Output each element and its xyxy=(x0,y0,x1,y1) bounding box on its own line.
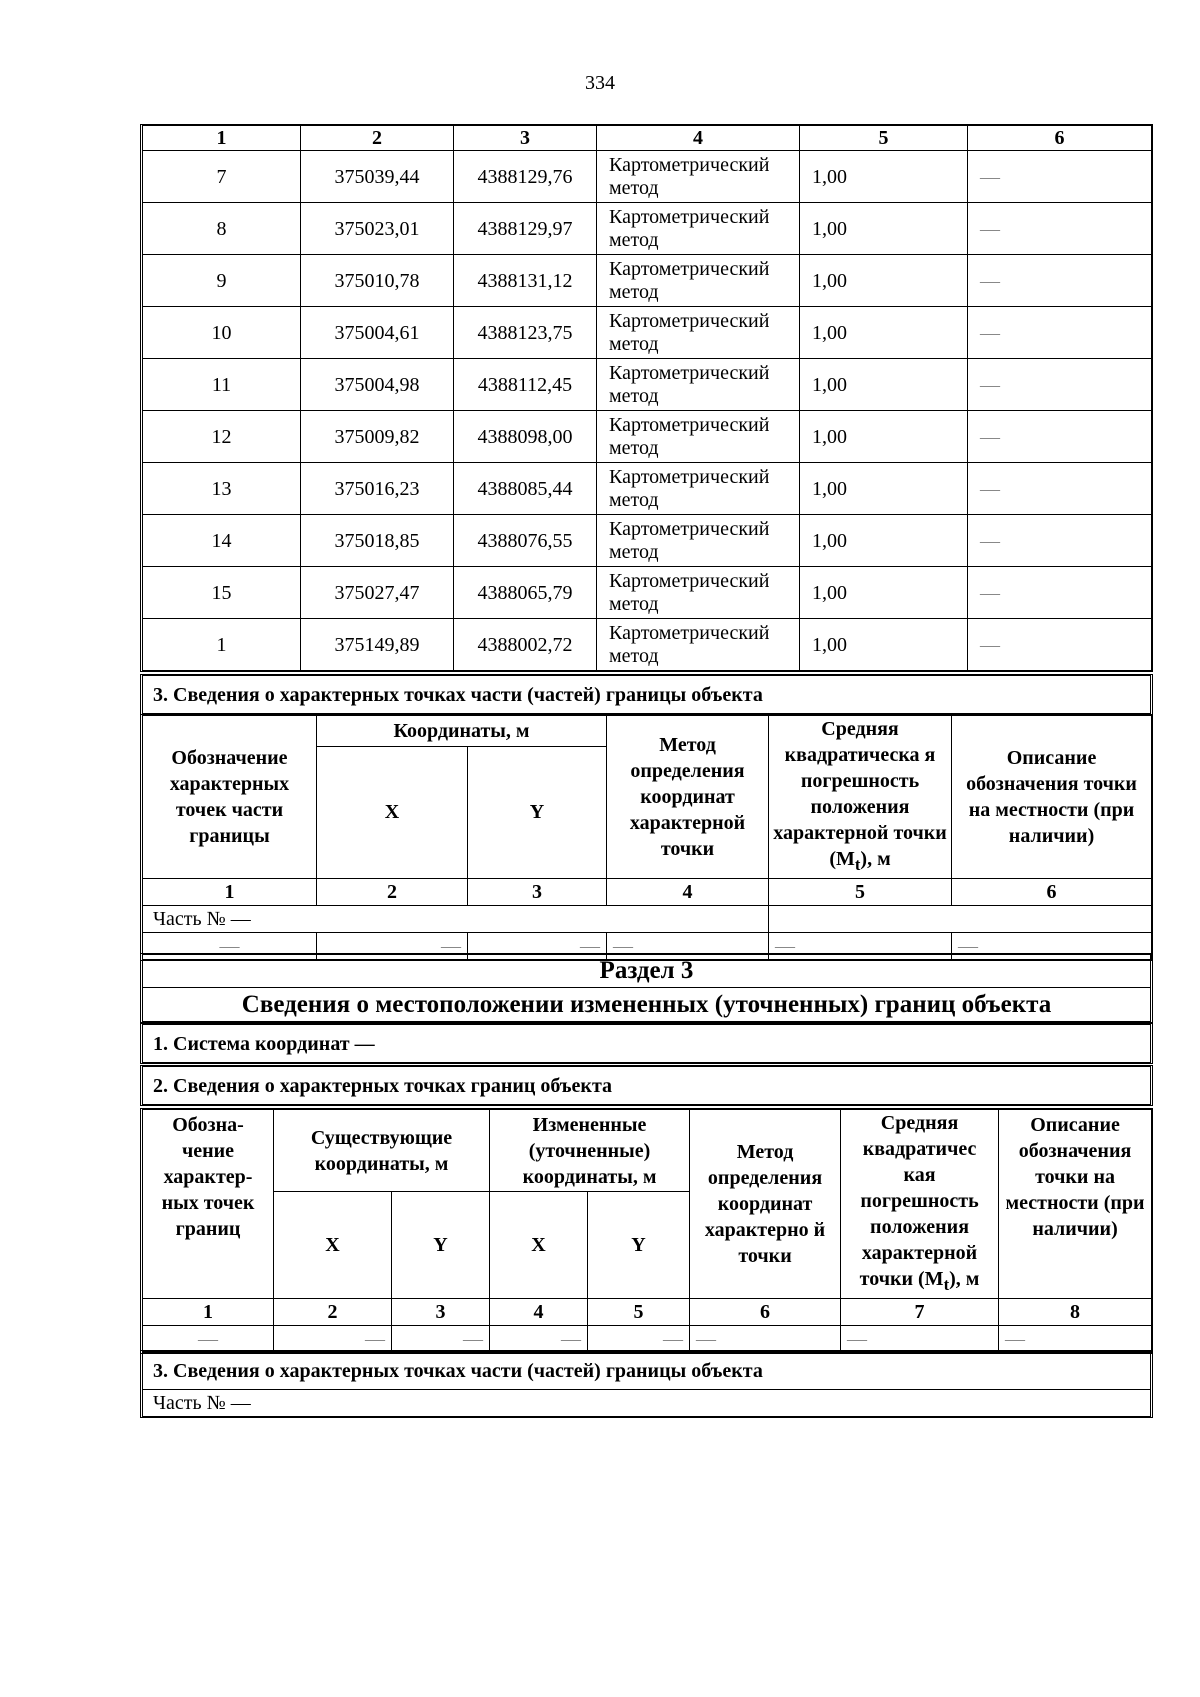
header-designation: Обозначение характерных точек части границы xyxy=(143,716,317,879)
description-cell: — xyxy=(968,515,1152,567)
col-number: 5 xyxy=(769,879,952,906)
col-number: 1 xyxy=(143,879,317,906)
coord-y: 4388129,97 xyxy=(454,203,597,255)
method-cell: Картометрический метод xyxy=(597,515,800,567)
point-number: 7 xyxy=(143,151,301,203)
table-row xyxy=(143,619,1152,671)
table-row xyxy=(143,151,1152,203)
col-number: 2 xyxy=(317,879,468,906)
method-cell: Картометрический метод xyxy=(597,359,800,411)
header-coordinates: Координаты, м xyxy=(317,716,607,747)
coord-x: 375004,61 xyxy=(301,307,454,359)
method-cell: Картометрический метод xyxy=(597,151,800,203)
coord-y: 4388076,55 xyxy=(454,515,597,567)
header-description: Описание обозначения точки на местности (при наличии) xyxy=(999,1110,1152,1299)
col-number: 4 xyxy=(597,126,800,151)
method-cell: Картометрический метод xyxy=(597,411,800,463)
col-number: 2 xyxy=(274,1299,392,1326)
point-number: 9 xyxy=(143,255,301,307)
empty-cell: — xyxy=(468,933,607,960)
coord-x: 375039,44 xyxy=(301,151,454,203)
col-number: 8 xyxy=(999,1299,1152,1326)
accuracy-cell: 1,00 xyxy=(800,411,968,463)
section3-points-title: 2. Сведения о характерных точках границ объекта xyxy=(143,1067,1151,1105)
accuracy-cell: 1,00 xyxy=(800,359,968,411)
point-number: 1 xyxy=(143,619,301,671)
empty-cell: — xyxy=(999,1326,1152,1353)
coord-x: 375027,47 xyxy=(301,567,454,619)
description-cell: — xyxy=(968,307,1152,359)
coord-system-box xyxy=(140,1023,1153,1064)
accuracy-cell: 1,00 xyxy=(800,203,968,255)
header-x: X xyxy=(317,746,468,878)
section3-part-label: Часть № — xyxy=(143,1390,1151,1417)
column-number-row xyxy=(143,879,1152,906)
col-number: 7 xyxy=(841,1299,999,1326)
empty-cell: — xyxy=(607,933,769,960)
accuracy-cell: 1,00 xyxy=(800,307,968,359)
col-number: 5 xyxy=(800,126,968,151)
col-number: 3 xyxy=(454,126,597,151)
description-cell: — xyxy=(968,255,1152,307)
description-cell: — xyxy=(968,567,1152,619)
empty-cell: — xyxy=(952,933,1152,960)
col-number: 3 xyxy=(392,1299,490,1326)
part-label: Часть № — xyxy=(143,906,769,933)
point-number: 11 xyxy=(143,359,301,411)
col-number: 5 xyxy=(588,1299,690,1326)
accuracy-cell: 1,00 xyxy=(800,567,968,619)
part-points-title-box xyxy=(140,674,1153,715)
table-row xyxy=(143,567,1152,619)
coord-y: 4388123,75 xyxy=(454,307,597,359)
coord-y: 4388129,76 xyxy=(454,151,597,203)
coord-x: 375016,23 xyxy=(301,463,454,515)
point-number: 10 xyxy=(143,307,301,359)
method-cell: Картометрический метод xyxy=(597,463,800,515)
coord-x: 375010,78 xyxy=(301,255,454,307)
accuracy-cell: 1,00 xyxy=(800,151,968,203)
header-designation: Обозна- чение характер- ных точек границ xyxy=(143,1110,274,1299)
coord-x: 375023,01 xyxy=(301,203,454,255)
table-row xyxy=(143,359,1152,411)
col-number: 2 xyxy=(301,126,454,151)
header-changed-coords: Измененные (уточненные) координаты, м xyxy=(490,1110,690,1192)
accuracy-cell: 1,00 xyxy=(800,619,968,671)
section3-heading-box xyxy=(140,953,1153,1023)
method-cell: Картометрический метод xyxy=(597,203,800,255)
point-number: 15 xyxy=(143,567,301,619)
section3-points-title-box xyxy=(140,1065,1153,1106)
empty-cell: — xyxy=(769,933,952,960)
coord-y: 4388112,45 xyxy=(454,359,597,411)
description-cell: — xyxy=(968,619,1152,671)
coord-x: 375004,98 xyxy=(301,359,454,411)
header-accuracy xyxy=(841,1110,999,1299)
coord-system-label: 1. Система координат — xyxy=(143,1025,1151,1063)
table-row xyxy=(143,515,1152,567)
coord-y: 4388098,00 xyxy=(454,411,597,463)
coord-y: 4388002,72 xyxy=(454,619,597,671)
header-x: X xyxy=(274,1192,392,1299)
coord-y: 4388065,79 xyxy=(454,567,597,619)
header-y: Y xyxy=(588,1192,690,1299)
header-accuracy xyxy=(769,716,952,879)
column-number-row xyxy=(143,126,1152,151)
header-y: Y xyxy=(392,1192,490,1299)
boundary-points-table xyxy=(140,124,1153,672)
col-number: 1 xyxy=(143,1299,274,1326)
col-number: 6 xyxy=(968,126,1152,151)
method-cell: Картометрический метод xyxy=(597,619,800,671)
empty-cell: — xyxy=(143,933,317,960)
empty-cell: — xyxy=(841,1326,999,1353)
column-number-row xyxy=(143,1299,1152,1326)
method-cell: Картометрический метод xyxy=(597,567,800,619)
point-number: 13 xyxy=(143,463,301,515)
table-row xyxy=(143,411,1152,463)
col-number: 3 xyxy=(468,879,607,906)
point-number: 14 xyxy=(143,515,301,567)
section-title: Раздел 3 xyxy=(143,955,1151,988)
section3-part-title: 3. Сведения о характерных точках части (частей) границы объекта xyxy=(143,1352,1151,1390)
table-row xyxy=(143,463,1152,515)
table-row xyxy=(143,203,1152,255)
accuracy-subscript: t xyxy=(854,855,861,874)
section3-points-table xyxy=(140,1108,1153,1354)
col-number: 4 xyxy=(490,1299,588,1326)
method-cell: Картометрический метод xyxy=(597,307,800,359)
accuracy-cell: 1,00 xyxy=(800,515,968,567)
accuracy-label: Средняя квадратическа я погрешность положения характерной точки (M xyxy=(773,718,947,870)
accuracy-label: Средняя квадратичес кая погрешность положения характерной точки (M xyxy=(859,1112,979,1290)
description-cell: — xyxy=(968,359,1152,411)
table-row xyxy=(143,307,1152,359)
description-cell: — xyxy=(968,203,1152,255)
accuracy-unit: ), м xyxy=(860,848,891,870)
coord-y: 4388085,44 xyxy=(454,463,597,515)
empty-cell: — xyxy=(274,1326,392,1353)
part-label-empty xyxy=(769,906,1152,933)
coord-x: 375018,85 xyxy=(301,515,454,567)
empty-cell: — xyxy=(588,1326,690,1353)
page-number: 334 xyxy=(585,72,615,94)
accuracy-unit: ), м xyxy=(949,1268,980,1290)
description-cell: — xyxy=(968,411,1152,463)
header-method: Метод определения координат характерно й точки xyxy=(690,1110,841,1299)
table-row xyxy=(143,255,1152,307)
method-cell: Картометрический метод xyxy=(597,255,800,307)
header-method: Метод определения координат характерной точки xyxy=(607,716,769,879)
accuracy-cell: 1,00 xyxy=(800,463,968,515)
empty-cell: — xyxy=(143,1326,274,1353)
accuracy-cell: 1,00 xyxy=(800,255,968,307)
empty-cell: — xyxy=(490,1326,588,1353)
coord-x: 375009,82 xyxy=(301,411,454,463)
point-number: 8 xyxy=(143,203,301,255)
point-number: 12 xyxy=(143,411,301,463)
part-points-title: 3. Сведения о характерных точках части (частей) границы объекта xyxy=(143,676,1151,714)
header-y: Y xyxy=(468,746,607,878)
col-number: 6 xyxy=(952,879,1152,906)
col-number: 1 xyxy=(143,126,301,151)
header-description: Описание обозначения точки на местности (при наличии) xyxy=(952,716,1152,879)
empty-cell: — xyxy=(690,1326,841,1353)
section3-part-box xyxy=(140,1350,1153,1418)
coord-x: 375149,89 xyxy=(301,619,454,671)
coord-y: 4388131,12 xyxy=(454,255,597,307)
header-existing-coords: Существующие координаты, м xyxy=(274,1110,490,1192)
accuracy-subscript: t xyxy=(943,1275,950,1294)
col-number: 4 xyxy=(607,879,769,906)
description-cell: — xyxy=(968,463,1152,515)
empty-cell: — xyxy=(392,1326,490,1353)
description-cell: — xyxy=(968,151,1152,203)
col-number: 6 xyxy=(690,1299,841,1326)
empty-cell: — xyxy=(317,933,468,960)
header-x: X xyxy=(490,1192,588,1299)
part-points-table xyxy=(140,714,1153,961)
section-subtitle: Сведения о местоположении измененных (уточненных) границ объекта xyxy=(143,988,1151,1022)
